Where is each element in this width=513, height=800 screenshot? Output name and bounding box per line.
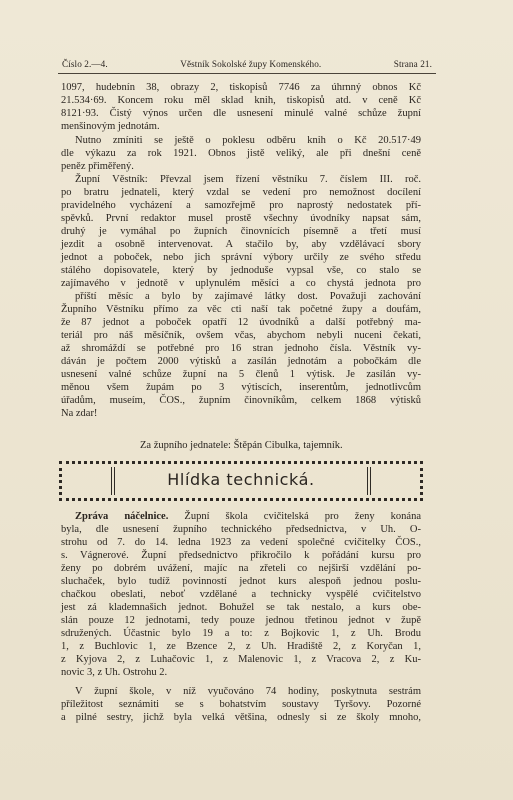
text-line: měnou všem župám po 3 výtiscích, inserentům, jednotlivcům [61,382,421,393]
text-line: dle výkazu za rok 1921. Obnos jistě veliký, ale při dnešní ceně [61,148,421,159]
text-line: po bratru jednateli, který vzdal se vedení pro nemožnost docílení [61,187,421,198]
text-line: jest zá klademnašich jednot. Bohužel se tak nestalo, a kurs obe- [61,602,421,613]
text-line: druhý je vymáhal po župních činovnících písemně a třetí musí [61,226,421,237]
paragraph-book-decline [61,134,421,173]
text-line: dáván je počtem 2000 výtisků a zasílán jednotám a pobočkám dle [61,356,421,367]
text-line: jednot a poboček, nebo jich správní výbory určily ze svého středu [61,252,421,263]
text-line: že 87 jednot a poboček opatří 12 úvodníků a další potřebný ma- [61,317,421,328]
text-line: peněz přiměřený. [61,161,134,172]
text-line: příležitost seznámiti se s bohatstvím soustavy Tyršovy. Pozorné [61,699,421,710]
text-line: z Kyjova 2, z Luhačovic 1, z Malenovic 1, z Vracova 2, z Ku- [61,654,421,665]
text-line: Nutno zmíniti se ještě o poklesu odběru knih o Kč 20.517·49 [75,135,421,146]
text-line: spěvků. První redaktor musel prostě všechny úvodníky napsat sám, [61,213,421,224]
text-line: 21.534·69. Koncem roku měl sklad knih, tiskopisů atd. v ceně Kč [61,95,421,106]
text-line: 1097, hudebnín 38, obrazy 2, tiskopisů 7746 za úhrnný obnos Kč [61,82,421,93]
text-line: usnesení valné schůze župní na 5 členů 1 výtisk. Je zasílán vy- [61,369,421,380]
text-line: jezdit a osobně intervenovat. A stačilo by, aby vzdělávací sbory [61,239,421,250]
section-title: Hlídka technická. [167,470,315,489]
paragraph-school [61,685,421,724]
text-line: chačkou obeslati, neboť vzdělané a technicky vyspělé cvičitelstvo [61,589,421,600]
text-line: byla, dle usnesení župního technického předsednictva, v Uh. O- [61,524,421,535]
text-line-rest: Župní škola cvičitelská pro ženy konána [168,511,422,522]
text-line: 1, z Buchlovic 1, ze Bzence 2, z Uh. Hradiště 2, z Koryčan 1, [61,641,421,652]
text-line: Župního Věstníku přímo za věc cti naší tak početné župy a doufám, [61,304,421,315]
issue-number: Číslo 2.—4. [62,59,108,69]
section-heading-box [59,461,423,501]
header-rule [58,73,436,74]
text-line: novic 3, z Uh. Ostrohu 2. [61,667,168,678]
text-line: až shromáždí se potřebné pro 16 stran jednoho čísla. Věstník vy- [61,343,421,354]
text-line: slán pouze 12 jednotami, tedy pouze jednou třetinou jednot v župě [61,615,421,626]
text-line: Župní Věstník: Převzal jsem řízení věstníku 7. číslem III. roč. [75,174,421,185]
text-line: stálého dopisovatele, který by jednoduše vypsal vše, co stalo se [61,265,421,276]
journal-title: Věstník Sokolské župy Komenského. [180,59,322,69]
page-number: Strana 21. [393,59,432,69]
text-line: pravidelného vycházení a samozřejmě pro naprostý nedostatek pří- [61,200,421,211]
text-line: ženy po dobrém uvážení, majíc na zřeteli co nejširší vzdělání po- [61,563,421,574]
paragraph-report [61,510,421,679]
text-line: Na zdar! [61,408,98,419]
text-line [61,510,421,523]
report-lead: Zpráva náčelnice. [75,511,169,522]
text-line: a pilné sestry, jichž byla velká většina, odnesly si ze školy mnoho, [61,712,421,723]
text-line: strohu od 7. do 14. ledna 1923 za vedení společné cvičitelky ČOS., [61,537,421,548]
text-line: V župní škole, v níž vyučováno 74 hodiny, poskytnuta sestrám [75,686,421,697]
signature: Za župního jednatele: Štěpán Cibulka, tajemník. [140,440,343,451]
text-line: menšinovým jednotám. [61,121,160,132]
text-line: 8121·93. Čistý výnos určen dle usnesení minulé valné schůze župní [61,108,421,119]
text-line: příští měsíc a bylo by zajímavé látky dost. Považuji zachování [75,291,421,302]
text-line: sdružených. Účastnic bylo 19 a to: z Bojkovic 1, z Uh. Brodu [61,628,421,639]
running-head [62,59,432,69]
paragraph-library-stock [61,81,421,133]
text-line: sluchaček, bylo tudíž povinností jednot kurs alespoň jednou poslu- [61,576,421,587]
text-line: zajímavého v jednotě v uplynulém měsíci a co chystá jednota pro [61,278,421,289]
paragraph-journal [61,173,421,420]
text-line: teriál pro náš měsíčník, ovšem včas, abychom nebyli nuceni čekati, [61,330,421,341]
text-line: s. Vágnerové. Župní předsednictvo přikročilo k pořádání kursu pro [61,550,421,561]
text-line: úřadům, museím, ČOS., župním činovníkům, celkem 1868 výtisků [61,395,421,406]
